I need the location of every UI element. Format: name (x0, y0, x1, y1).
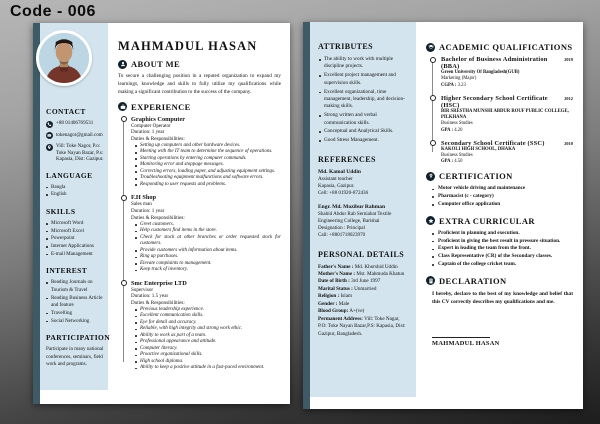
reference-line: Assistant teacher (318, 175, 353, 182)
degree-title: Higher Secondary School Certificate (HSC) (441, 94, 548, 109)
skill-item: Internet Applications (46, 243, 105, 251)
duty-item: Provide customers with information about items. (135, 248, 281, 255)
participation-heading: PARTICIPATION (46, 333, 111, 343)
extra-curricular-item: Captain of the college cricket team. (432, 261, 573, 269)
attributes-heading: ATTRIBUTES (318, 42, 373, 51)
gpa-value: 3.23 (457, 82, 466, 88)
interest-item: Reading Journals on Tourism & Travel (46, 279, 105, 294)
academic-timeline (430, 56, 573, 164)
sidebar-content (46, 107, 111, 377)
gpa-row (441, 128, 573, 133)
timeline-dot (121, 280, 127, 286)
phone-icon (46, 121, 53, 128)
extra-curricular-item: Proficient in giving the best result in pressure situation. (432, 238, 573, 246)
about-me-heading: ABOUT ME (131, 59, 181, 69)
language-list (46, 184, 105, 199)
interest-item: Travelling (46, 310, 105, 318)
duty-item: Ability to work as part of a team. (135, 333, 281, 340)
skill-item: E-mail Management (46, 251, 105, 259)
contact-address: Vill: Toke Nagor, P.o: Toke Nayan Bazar, P.s: Kapasia, Dist: Gazipur. (56, 143, 104, 163)
duty-item: Troubleshooting equipment malfunctions and software errors. (135, 175, 281, 182)
duty-item: Keep track of inventory. (135, 267, 281, 274)
declaration-header (426, 276, 573, 286)
duty-item: Previous leadership experience. (135, 307, 281, 314)
duty-item: Ability to keep a positive attitude in a fast-paced environment. (135, 365, 281, 372)
gpa-row (441, 159, 573, 164)
profile-photo (36, 30, 92, 86)
duty-item: Meeting with the IT team to determine the sequence of operations. (135, 149, 281, 156)
gpa-row (441, 83, 573, 88)
academic-heading: ACADEMIC QUALIFICATIONS (439, 42, 573, 52)
field-of-study: Business Studies (441, 121, 473, 127)
duty-item: Excellent communication skills. (135, 313, 281, 320)
job-role: Sales man (131, 201, 152, 208)
declaration-section (426, 276, 573, 347)
gpa-label: GPA : (441, 159, 454, 165)
personal-detail-row (318, 271, 409, 278)
job-duties-list (131, 222, 281, 274)
reference-2 (318, 204, 409, 240)
skill-item: Powerpoint (46, 235, 105, 243)
reference-name: Engr. Md. Mozibur Rahman (318, 204, 386, 210)
resume-page-2 (303, 22, 583, 409)
experience-job-1 (131, 116, 281, 189)
contact-email: tokenagor@gmail.com (56, 131, 103, 138)
contact-section (46, 107, 105, 163)
detail-label: Mother's Name : (318, 270, 356, 277)
academic-entry-3 (441, 140, 573, 165)
certification-item: Pharmacist (c - category) (432, 193, 573, 201)
skills-heading: SKILLS (46, 207, 76, 217)
detail-value: A+(ve) (349, 308, 365, 315)
duty-item: Elevate complaints to management. (135, 261, 281, 268)
duty-item: Eye for detail and accuracy. (135, 320, 281, 327)
reference-1 (318, 169, 409, 197)
detail-label: Religion : (318, 293, 340, 300)
page1-main (108, 23, 290, 404)
certification-item: Motor vehicle driving and maintenance (432, 185, 573, 193)
timeline-dot (430, 95, 436, 101)
job-role: Computer Operator (131, 122, 171, 129)
timeline-dot (430, 57, 436, 63)
references-heading: REFERENCES (318, 154, 376, 164)
reference-name: Md. Kamal Uddin (318, 168, 361, 175)
detail-label: Blood Group: (318, 308, 349, 315)
about-me-icon (118, 60, 127, 69)
detail-value: Md. Khorshid Uddin (354, 263, 398, 270)
academic-header (426, 42, 573, 52)
attribute-item: Good Stress Management. (318, 137, 409, 144)
duty-item: Reliable, with high integrity and strong work ethic. (135, 326, 281, 333)
certification-heading: CERTIFICATION (439, 171, 513, 182)
right-sidebar (310, 22, 416, 397)
detail-label: Permanent Address: (318, 315, 363, 322)
skills-list (46, 220, 105, 258)
duty-item: Help customers find items in the store. (135, 228, 281, 235)
references-section (318, 155, 409, 240)
candidate-name: MAHMADUL HASAN (118, 39, 258, 53)
academic-section (426, 42, 573, 164)
attribute-item: Excellent project management and supervision skills. (318, 72, 409, 87)
accent-strip (303, 22, 310, 409)
academic-entry-2 (441, 95, 573, 133)
personal-detail-row (318, 278, 409, 285)
degree-year: 2010 (564, 140, 573, 146)
personal-detail-row (318, 264, 409, 271)
reference-line: Shahid Abdur Rab Serniabat Textile Engineering College, Barishal (318, 211, 392, 225)
avatar-illustration (39, 33, 89, 83)
timeline-dot (121, 116, 127, 122)
participation-section (46, 333, 111, 369)
extra-curricular-header (426, 216, 573, 226)
institution: BIR SRESTHA MUNSHI ABDUR ROUF PUBLIC COLLEGE, PILKHANA (441, 108, 569, 121)
resume-page-1 (33, 23, 290, 404)
attributes-section (318, 42, 409, 145)
gpa-value: 4.50 (454, 159, 463, 165)
degree-year: 2012 (564, 95, 573, 101)
gpa-label: CGPA : (441, 82, 457, 88)
code-label: Code - 006 (10, 3, 96, 20)
experience-header (118, 102, 281, 112)
reference-line: Kapasia, Gazipur. (318, 182, 355, 189)
personal-detail-row (318, 286, 409, 293)
extra-curricular-section (426, 216, 573, 269)
reference-line: Designation : Principal (318, 225, 365, 232)
detail-value: Male (338, 300, 350, 307)
experience-heading: EXPERIENCE (131, 101, 191, 112)
language-item: English (46, 191, 105, 199)
extra-curricular-heading: EXTRA CURRICULAR (439, 215, 535, 226)
duty-item: Computer literacy. (135, 346, 281, 353)
duty-item: Greet customers. (135, 222, 281, 229)
field-of-study: Business Studies (441, 153, 473, 159)
certification-header (426, 171, 573, 181)
experience-job-2 (131, 194, 281, 273)
detail-value: Mst. Mahmuda Khatun (356, 270, 405, 277)
contact-phone: +88 01406769531 (56, 120, 94, 126)
job-duties-list (131, 143, 281, 189)
left-sidebar (40, 23, 111, 390)
detail-label: Father's Name : (318, 263, 354, 270)
declaration-text: I hereby, declare to the best of my knowledge and belief that this CV correctly describes my qualifications and me. (432, 290, 573, 306)
email-icon (46, 132, 53, 139)
attribute-item: Conceptual and Analytical Skills. (318, 128, 409, 135)
accent-strip (33, 23, 40, 404)
certification-icon (426, 172, 435, 181)
duty-item: Ring up purchases. (135, 254, 281, 261)
certification-list (426, 185, 573, 208)
extra-curricular-item: Expert in leading the team from the front. (432, 245, 573, 253)
declaration-icon (426, 276, 435, 285)
declaration-heading: DECLARATION (439, 275, 507, 286)
about-me-text: To secure a challenging position in a reputed organization to expand my learnings, knowledge and skills to fully utilize my qualifications while making a significant contribution to the success of the company. (118, 73, 281, 95)
attribute-item: The ability to work with multiple discipline projects. (318, 56, 409, 71)
duty-item: Check for stock at other branches or order requested stock for customers. (135, 235, 281, 248)
job-company: Graphics Computer (131, 115, 186, 123)
detail-label: Marital Status : (318, 285, 353, 292)
job-duration: Duration: 1 year (131, 129, 165, 136)
timeline-dot (430, 140, 436, 146)
detail-value: Islam (340, 293, 352, 300)
personal-detail-row (318, 308, 409, 315)
attribute-item: Excellent organizational, time management, leadership, and decision-making skills. (318, 89, 409, 111)
gpa-value: 4.20 (454, 127, 463, 133)
about-me-header (118, 59, 281, 69)
attribute-item: Strong written and verbal communication skills. (318, 112, 409, 127)
interest-item: Social Networking (46, 318, 105, 326)
reference-line: Cell: +88 01920-872436 (318, 189, 369, 196)
certification-section (426, 171, 573, 208)
institution: Green University Of Bangladesh(GUB) (441, 70, 520, 75)
job-company: F.H Shop (131, 194, 156, 202)
duty-item: Correcting errors, loading paper, and adjusting equipment settings. (135, 169, 281, 176)
duty-item: Monitoring error and stoppage messages. (135, 162, 281, 169)
extra-curricular-item: Proficient in planning and execution. (432, 230, 573, 238)
academic-qualifications-icon (426, 43, 435, 52)
extra-curricular-icon (426, 216, 435, 225)
academic-entry-1 (441, 56, 573, 88)
contact-address-row (46, 143, 105, 163)
interest-item: Reading Business Article and feature (46, 295, 105, 310)
signature-name: MAHMADUL HASAN (432, 340, 500, 348)
reference-line: Call: +8801718023970 (318, 232, 366, 239)
participation-text: Participate in many national conferences, seminars, field work and programs. (46, 346, 104, 368)
job-company: Smc Enterprise LTD (131, 279, 187, 287)
degree-title: Secondary School Certificate (SSC) (441, 139, 545, 147)
job-role: Supervisor (131, 286, 154, 293)
detail-value: Unmarried (354, 285, 377, 292)
job-duties-label: Duties & Responsibilities: (131, 214, 185, 221)
certification-item: Computer office application (432, 201, 573, 209)
personal-details-section (318, 250, 409, 339)
duty-item: Responding to user requests and problems. (135, 182, 281, 189)
timeline-dot (121, 195, 127, 201)
duty-item: Starting operations by entering computer commands. (135, 156, 281, 163)
experience-job-3 (131, 280, 281, 372)
job-duration: Duration: 1.5 year (131, 293, 169, 300)
institution: KAKOLI HIGH SCHOOL, DHAKA (441, 146, 516, 152)
experience-timeline (121, 116, 281, 372)
detail-label: Date of Birth : (318, 278, 350, 285)
language-heading: LANGUAGE (46, 170, 93, 180)
job-duties-label: Duties & Responsibilities: (131, 136, 185, 143)
job-duties-label: Duties & Responsibilities: (131, 299, 185, 306)
contact-email-row (46, 132, 105, 140)
signature-line (432, 337, 490, 338)
attributes-list (318, 56, 409, 145)
duty-item: High school diploma. (135, 359, 281, 366)
duty-item: Proactive organizational skills. (135, 352, 281, 359)
gpa-label: GPA : (441, 127, 454, 133)
personal-detail-row (318, 316, 409, 338)
personal-details-list (318, 264, 409, 339)
skill-item: Microsoft Excel (46, 228, 105, 236)
interest-list (46, 279, 105, 325)
contact-phone-row (46, 120, 105, 128)
location-icon (46, 144, 53, 151)
degree-title: Bachelor of Business Administration (BBA) (441, 56, 548, 70)
degree-year: 2019 (564, 57, 573, 62)
field-of-study: Marketing (Major) (441, 76, 477, 82)
page2-main (416, 22, 583, 409)
detail-value: Vill: Toke Nagar, P.O: Toke Nayan Bazar,P.S: Kapasia, Dist: Gazipur, Bangladesh. (318, 315, 406, 337)
job-duties-list (131, 307, 281, 372)
personal-detail-row (318, 293, 409, 300)
job-duration: Duration: 1 year (131, 208, 165, 215)
personal-details-heading: PERSONAL DETAILS (318, 249, 405, 259)
detail-label: Gender : (318, 300, 338, 307)
detail-value: 3rd June 1997 (351, 278, 381, 285)
duty-item: Professional appearance and attitude. (135, 339, 281, 346)
language-item: Bangla (46, 184, 105, 192)
duty-item: Setting up computers and other hardware devices. (135, 143, 281, 150)
signature-block (432, 337, 573, 347)
extra-curricular-list (426, 230, 573, 269)
interest-section (46, 266, 105, 325)
experience-icon (118, 102, 127, 111)
contact-heading: CONTACT (46, 107, 86, 116)
language-section (46, 171, 105, 199)
extra-curricular-item: Class Representative (CR) of the Secondary classes. (432, 253, 573, 261)
skills-section (46, 207, 105, 258)
skill-item: Microsoft Word (46, 220, 105, 228)
interest-heading: INTEREST (46, 266, 88, 276)
